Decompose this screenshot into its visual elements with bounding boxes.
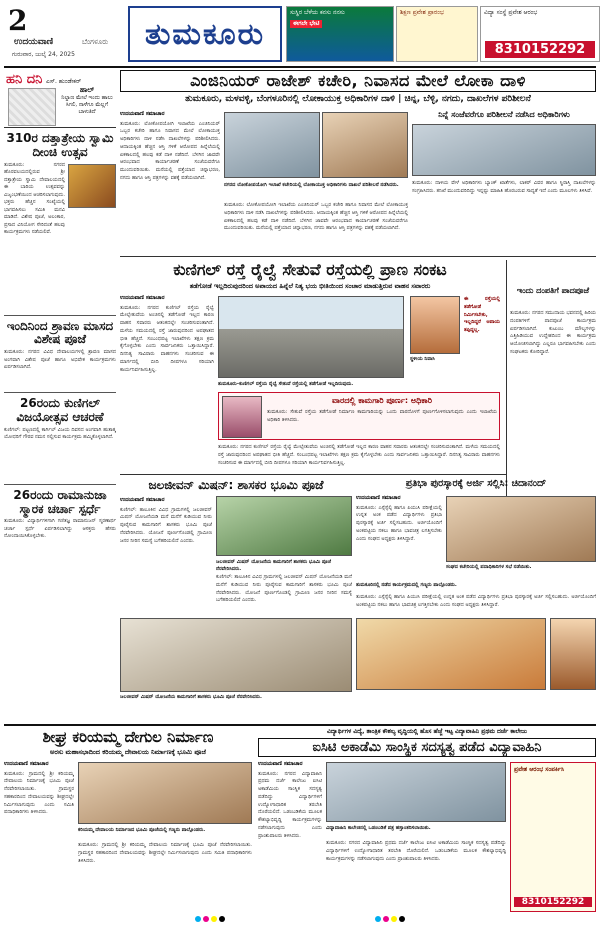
right-headline: ಇಂದು ದಂಪತಿಗೆ ಪಾದಪೂಜೆ — [516, 286, 590, 295]
lead-photo-2 — [322, 112, 408, 178]
bottom-left-caption: ಕರಿಯಮ್ಮ ದೇವಾಲಯ ನಿರ್ಮಾಣದ ಭೂಮಿ ಪೂಜೆಯಲ್ಲಿ ಗಣ್ಯರು ಪಾಲ್ಗೊಂಡರು. — [78, 827, 206, 833]
side-headline: ನಿನ್ನೆ ಸಂಜೆವರೆಗೂ ಪರಿಶೀಲನೆ ನಡೆಸಿದ ಅಧಿಕಾರಿಗಳು — [438, 110, 570, 119]
story-head: 26ರಂದು ಕುಣಿಗಲ್ ವಿಜಯೋತ್ಸವ ಆಚರಣೆ — [16, 396, 104, 424]
left-column — [4, 70, 116, 722]
side-portrait — [550, 618, 596, 690]
bridge-road-photo — [218, 296, 404, 378]
award-text: ಉದಯವಾಣಿ ಸಮಾಚಾರ ತುಮಕೂರು: ಎಸ್ಸೆಸ್ಸೆಲ್ಸಿ ಹಾಗೂ ಪಿಯುಸಿ ಪರೀಕ್ಷೆಯಲ್ಲಿ ಉನ್ನತ ಅಂಕ ಪಡೆದ ವಿದ್ಯಾರ್ಥಿಗಳು ಪ್ರತಿಭಾ ಪುರಸ್ಕಾರಕ್ಕೆ ಅರ್ಜಿ ಸಲ್ಲಿಸಬಹುದು. ಅರ್ಜಿಯೊಂದಿಗೆ ಅಂಕಪಟ್ಟಿಯ ನಕಲು ಹಾಗೂ ಭಾವಚಿತ್ರ ಲಗತ್ತಿಸಬೇಕು ಎಂದು ಸಂಘದ ಅಧ್ಯಕ್ಷರು ತಿಳಿಸಿದ್ದಾರೆ. — [356, 495, 442, 542]
award-photo — [446, 496, 596, 562]
kunigal-headline: ಕುಣಿಗಲ್ ರಸ್ತೆ ರೈಲ್ವೆ ಸೇತುವೆ ರಸ್ತೆಯಲ್ಲಿ ಪ್ರಾಣ ಸಂಕಟ — [173, 260, 447, 279]
portrait-photo — [410, 296, 460, 354]
divider — [4, 484, 116, 485]
main-area — [120, 70, 596, 720]
bottom-left-headline: ಶೀಘ್ರ ಕರಿಯಮ್ಮ ದೇಗುಲ ನಿರ್ಮಾಣ — [42, 728, 214, 746]
lead-headline: ಎಂಜಿನಿಯರ್ ರಾಜೇಶ್ ಕಚೇರಿ, ನಿವಾಸದ ಮೇಲೆ ಲೋಕಾ ದಾಳಿ — [120, 70, 596, 92]
honey-byline: ಎಸ್. ಹುಂಡೇಕರ್ — [46, 78, 82, 85]
kunigal-boxed-story — [218, 392, 500, 440]
group-photo — [356, 618, 546, 690]
story-head: 26ರಂದು ರಾಮಾನುಜಾ ಸ್ಮಾರಕ ಚರ್ಚಾ ಸ್ಪರ್ಧೆ — [13, 487, 107, 516]
jal-photo — [216, 496, 352, 556]
honey-dani-box — [4, 70, 116, 128]
bottom-right-story — [258, 728, 596, 914]
award-headline: ಪ್ರತಿಭಾ ಪುರಸ್ಕಾರಕ್ಕೆ ಅರ್ಜಿ ಸಲ್ಲಿಸಿ: ಚಿದಾನಂದ್ — [405, 478, 547, 489]
jal-headline: ಜಲಜೀವನ್ ಮಿಷನ್: ಶಾಸಕರ ಭೂಮಿ ಪೂಜೆ — [148, 478, 324, 492]
ad-banner-2: ಶಿಕ್ಷಣ ಪ್ರವೇಶ ಪ್ರಾರಂಭ — [396, 6, 478, 62]
kunigal-quote: ಈ ರಸ್ತೆಯಲ್ಲಿ ತಡೆಗೋಡೆ ನಿರ್ಮಿಸಬೇಕು, ಇಲ್ಲದಿದ್ದರೆ ಅಪಾಯ ತಪ್ಪಿದ್ದಲ್ಲ. — [464, 296, 500, 333]
officer-photo — [222, 396, 262, 438]
bottom-left-text-2: ತುಮಕೂರು: ಗ್ರಾಮದಲ್ಲಿ ಶ್ರೀ ಕರಿಯಮ್ಮ ದೇವಾಲಯ ನಿರ್ಮಾಣಕ್ಕೆ ಭೂಮಿ ಪೂಜೆ ನೆರವೇರಿಸಲಾಯಿತು. ಗ್ರಾಮಸ್ಥರ ಸಹಕಾರದಿಂದ ದೇವಾಲಯವನ್ನು ಶೀಘ್ರದಲ್ಲೇ ನಿರ್ಮಿಸಲಾಗುವುದು ಎಂದು ಸಮಿತಿ ಪದಾಧಿಕಾರಿಗಳು ತಿಳಿಸಿದರು. — [78, 842, 252, 864]
divider — [4, 392, 116, 393]
paper-name: ಉದಯವಾಣಿ — [14, 37, 54, 47]
masthead — [4, 4, 596, 66]
box-text: ತುಮಕೂರು: ಸೇತುವೆ ರಸ್ತೆಯ ತಡೆಗೋಡೆ ನಿರ್ಮಾಣ ಕಾಮಗಾರಿಯನ್ನು ಒಂದು ವಾರದೊಳಗೆ ಪೂರ್ಣಗೊಳಿಸಲಾಗುವುದು ಎಂದು ಇಲಾಖೆಯ ಅಧಿಕಾರಿ ತಿಳಿಸಿದರು. — [267, 409, 497, 423]
lead-text: ಉದಯವಾಣಿ ಸಮಾಚಾರ ತುಮಕೂರು: ಲೋಕೋಪಯೋಗಿ ಇಲಾಖೆಯ ಎಂಜಿನಿಯರ್ ಒಬ್ಬರ ಕಚೇರಿ ಹಾಗೂ ನಿವಾಸದ ಮೇಲೆ ಲೋಕಾಯುಕ್ತ ಅಧಿಕಾರಿಗಳು ದಾಳಿ ನಡೆಸಿ ದಾಖಲೆಗಳನ್ನು ಪರಿಶೀಲಿಸಿದರು. ಆದಾಯಕ್ಕಿಂತ ಹೆಚ್ಚಿನ ಆಸ್ತಿ ಗಳಿಕೆ ಆರೋಪದ ಹಿನ್ನೆಲೆಯಲ್ಲಿ ಏಕಕಾಲದಲ್ಲಿ ಹಲವು ಕಡೆ ದಾಳಿ ನಡೆದಿದೆ. ಬೆಳಗಿನ ಜಾವವೇ ಆರಂಭವಾದ ಕಾರ್ಯಾಚರಣೆ ಸಂಜೆಯವರೆಗೂ ಮುಂದುವರಿಯಿತು. ಮನೆಯಲ್ಲಿ ಪತ್ತೆಯಾದ ಚಿನ್ನಾಭರಣ, ನಗದು ಹಾಗೂ ಆಸ್ತಿ ಪತ್ರಗಳನ್ನು ವಶಕ್ಕೆ ಪಡೆಯಲಾಗಿದೆ. — [120, 111, 220, 181]
ad-banner-1: ಸುಸ್ಥಿರ ಬೆಳೆಯ ಕನಸು ನನಸು ಈಗಲೇ ಭೇಟಿ — [286, 6, 394, 62]
bottom-right-headline: ಐಸಿಟಿ ಅಕಾಡೆಮಿ ಸಾಂಸ್ಥಿಕ ಸದಸ್ಯತ್ವ ಪಡೆದ ವಿದ್ಯಾವಾಹಿನಿ — [258, 738, 596, 757]
kunigal-photo-caption: ತುಮಕೂರು–ಕುಣಿಗಲ್ ರಸ್ತೆಯ ರೈಲ್ವೆ ಸೇತುವೆ ರಸ್ತೆಯಲ್ಲಿ ತಡೆಗೋಡೆ ಇಲ್ಲದಿರುವುದು. — [218, 381, 354, 387]
bottom-right-text: ಉದಯವಾಣಿ ಸಮಾಚಾರ ತುಮಕೂರು: ನಗರದ ವಿದ್ಯಾವಾಹಿನಿ ಪ್ರಥಮ ದರ್ಜೆ ಕಾಲೇಜು ಐಸಿಟಿ ಅಕಾಡೆಮಿಯ ಸಾಂಸ್ಥಿಕ ಸದಸ್ಯತ್ವ ಪಡೆದಿದ್ದು ವಿದ್ಯಾರ್ಥಿಗಳಿಗೆ ಉದ್ಯೋಗಾಧಾರಿತ ತರಬೇತಿ ದೊರೆಯಲಿದೆ. ಒಡಂಬಡಿಕೆಯ ಮೂಲಕ ಕೌಶಲ್ಯಾಭಿವೃದ್ಧಿ ಕಾರ್ಯಕ್ರಮಗಳನ್ನು ನಡೆಸಲಾಗುವುದು ಎಂದು ಪ್ರಾಂಶುಪಾಲರು ತಿಳಿಸಿದರು. — [258, 761, 322, 839]
paper-city: ಬೆಂಗಳೂರು — [82, 38, 109, 46]
cartoon-image — [8, 88, 56, 126]
ad-banner-3: ವಿದ್ಯಾ ಸಂಸ್ಥೆ ಪ್ರವೇಶ ಆರಂಭ 8310152292 — [480, 6, 600, 62]
lead-subhead: ತುಮಕೂರು, ಮಳವಳ್ಳಿ, ಬೆಂಗಳೂರಿನಲ್ಲಿ ಲೋಕಾಯುಕ್ತ ಅಧಿಕಾರಿಗಳ ದಾಳಿ | ಚಿನ್ನ, ಬೆಳ್ಳಿ, ನಗದು, ದಾಖಲೆಗಳ ಪರಿಶೀಲನೆ — [185, 94, 531, 104]
college-ad: ಪ್ರವೇಶ ಆರಂಭ ಸಂಪರ್ಕಿಸಿ 8310152292 — [510, 762, 596, 912]
box-headline: ವಾರದಲ್ಲಿ ಕಾಮಗಾರಿ ಪೂರ್ಣ: ಅಧಿಕಾರಿ — [332, 396, 432, 405]
divider — [4, 315, 116, 316]
bottom-right-kicker: ವಿದ್ಯಾರ್ಥಿಗಳ ವಿದ್ಯೆ, ತಾಂತ್ರಿಕ ಕೌಶಲ್ಯ ವೃದ್ಧಿಯಲ್ಲಿ ಹೊಸ ಹೆಜ್ಜೆ ಇಟ್ಟ ವಿದ್ಯಾವಾಹಿನಿ ಪ್ರಥಮ ದರ್ಜೆ ಕಾಲೇಜು — [327, 728, 527, 735]
kunigal-text: ಉದಯವಾಣಿ ಸಮಾಚಾರ ತುಮಕೂರು: ನಗರದ ಕುಣಿಗಲ್ ರಸ್ತೆಯ ರೈಲ್ವೆ ಮೇಲ್ಸೇತುವೆಯ ಅಂಚಿನಲ್ಲಿ ತಡೆಗೋಡೆ ಇಲ್ಲದ ಕಾರಣ ವಾಹನ ಸವಾರರು ಆತಂಕದಲ್ಲೇ ಸಂಚರಿಸುವಂತಾಗಿದೆ. ಮಳೆಯ ಸಮಯದಲ್ಲಿ ರಸ್ತೆ ಜಾರುವುದರಿಂದ ಅಪಘಾತದ ಭೀತಿ ಹೆಚ್ಚಿದೆ. ಸಂಬಂಧಪಟ್ಟ ಇಲಾಖೆಗಳು ತಕ್ಷಣ ಕ್ರಮ ಕೈಗೊಳ್ಳಬೇಕು ಎಂದು ಸಾರ್ವಜನಿಕರು ಒತ್ತಾಯಿಸಿದ್ದಾರೆ. ದಿನನಿತ್ಯ ಸಾವಿರಾರು ವಾಹನಗಳು ಸಂಚರಿಸುವ ಈ ಮಾರ್ಗದಲ್ಲಿ ಬೀದಿ ದೀಪಗಳೂ ಸರಿಯಾಗಿ ಕಾರ್ಯನಿರ್ವಹಿಸುತ್ತಿಲ್ಲ. — [120, 295, 214, 373]
kunigal-subhead: ತಡೆಗೋಡೆ ಇಲ್ಲದಿರುವುದರಿಂದ ಅಪಾಯದ ಹಿನ್ನೆಲೆ ನಿತ್ಯ ಭಯ ಭೀತಿಯಿಂದ ಸಂಚಾರ ಮಾಡುತ್ತಿರುವ ವಾಹನ ಸವಾರರು — [189, 282, 431, 290]
lead-photo-1 — [224, 112, 320, 178]
masthead-rule — [4, 66, 596, 68]
edition-title: ತುಮಕೂರು — [128, 6, 282, 62]
story-text: ಕುಣಿಗಲ್: ಪಟ್ಟಣದಲ್ಲಿ ಕಾರ್ಗಿಲ್ ವಿಜಯ ದಿವಸದ ಅಂಗವಾಗಿ ಹುತಾತ್ಮ ಯೋಧರಿಗೆ ಗೌರವ ನಮನ ಸಲ್ಲಿಸುವ ಕಾರ್ಯಕ್ರಮ ಹಮ್ಮಿಕೊಳ್ಳಲಾಗಿದೆ. — [4, 426, 116, 441]
award-text-2: ತುಮಕೂರು: ಎಸ್ಸೆಸ್ಸೆಲ್ಸಿ ಹಾಗೂ ಪಿಯುಸಿ ಪರೀಕ್ಷೆಯಲ್ಲಿ ಉನ್ನತ ಅಂಕ ಪಡೆದ ವಿದ್ಯಾರ್ಥಿಗಳು ಪ್ರತಿಭಾ ಪುರಸ್ಕಾರಕ್ಕೆ ಅರ್ಜಿ ಸಲ್ಲಿಸಬಹುದು. ಅರ್ಜಿಯೊಂದಿಗೆ ಅಂಕಪಟ್ಟಿಯ ನಕಲು ಹಾಗೂ ಭಾವಚಿತ್ರ ಲಗತ್ತಿಸಬೇಕು ಎಂದು ಸಂಘದ ಅಧ್ಯಕ್ಷರು ತಿಳಿಸಿದ್ದಾರೆ. — [356, 594, 596, 608]
story-text: ತುಮಕೂರು: ನಗರದ ಹೊರವಲಯದಲ್ಲಿರುವ ಶ್ರೀ ದತ್ತಾತ್ರೇಯ ಸ್ವಾಮಿ ದೇವಾಲಯದಲ್ಲಿ ಈ ಬಾರಿಯ ಉತ್ಸವವನ್ನು ವಿಜೃಂಭಣೆಯಿಂದ ಆಚರಿಸಲಾಗುವುದು. ಭಕ್ತರು ಹೆಚ್ಚಿನ ಸಂಖ್ಯೆಯಲ್ಲಿ ಭಾಗವಹಿಸಲು ಸಮಿತಿ ಮನವಿ ಮಾಡಿದೆ. ವಿಶೇಷ ಪೂಜೆ, ಅಲಂಕಾರ, ಪ್ರಸಾದ ವಿನಿಯೋಗ ಸೇರಿದಂತೆ ಹಲವು ಕಾರ್ಯಕ್ರಮಗಳು ನಡೆಯಲಿವೆ. — [4, 161, 65, 236]
ad-phone-number: 8310152292 — [485, 41, 595, 58]
story-head: ಇಂದಿನಿಂದ ಶ್ರಾವಣ ಮಾಸದ ವಿಶೇಷ ಪೂಜೆ — [6, 318, 114, 347]
college-photo — [326, 762, 506, 822]
bottom-right-text-2: ತುಮಕೂರು: ನಗರದ ವಿದ್ಯಾವಾಹಿನಿ ಪ್ರಥಮ ದರ್ಜೆ ಕಾಲೇಜು ಐಸಿಟಿ ಅಕಾಡೆಮಿಯ ಸಾಂಸ್ಥಿಕ ಸದಸ್ಯತ್ವ ಪಡೆದಿದ್ದು ವಿದ್ಯಾರ್ಥಿಗಳಿಗೆ ಉದ್ಯೋಗಾಧಾರಿತ ತರಬೇತಿ ದೊರೆಯಲಿದೆ. ಒಡಂಬಡಿಕೆಯ ಮೂಲಕ ಕೌಶಲ್ಯಾಭಿವೃದ್ಧಿ ಕಾರ್ಯಕ್ರಮಗಳನ್ನು ನಡೆಸಲಾಗುವುದು ಎಂದು ಪ್ರಾಂಶುಪಾಲರು ತಿಳಿಸಿದರು. — [326, 840, 506, 862]
bottom-left-story — [4, 728, 252, 914]
jal-group-photo — [120, 618, 352, 692]
temple-bhoomi-photo — [78, 762, 252, 824]
section-rule — [4, 724, 596, 726]
story-text: ತುಮಕೂರು: ವಿದ್ಯಾರ್ಥಿಗಳಿಗಾಗಿ ಗಣಿತಜ್ಞ ರಾಮಾನುಜನ್ ಸ್ಮರಣಾರ್ಥ ಚರ್ಚಾ ಸ್ಪರ್ಧೆ ಏರ್ಪಡಿಸಲಾಗಿದ್ದು ಆಸಕ್ತರು ಹೆಸರು ನೋಂದಾಯಿಸಿಕೊಳ್ಳಬೇಕು. — [4, 518, 116, 540]
kunigal-text-2: ತುಮಕೂರು: ನಗರದ ಕುಣಿಗಲ್ ರಸ್ತೆಯ ರೈಲ್ವೆ ಮೇಲ್ಸೇತುವೆಯ ಅಂಚಿನಲ್ಲಿ ತಡೆಗೋಡೆ ಇಲ್ಲದ ಕಾರಣ ವಾಹನ ಸವಾರರು ಆತಂಕದಲ್ಲೇ ಸಂಚರಿಸುವಂತಾಗಿದೆ. ಮಳೆಯ ಸಮಯದಲ್ಲಿ ರಸ್ತೆ ಜಾರುವುದರಿಂದ ಅಪಘಾತದ ಭೀತಿ ಹೆಚ್ಚಿದೆ. ಸಂಬಂಧಪಟ್ಟ ಇಲಾಖೆಗಳು ತಕ್ಷಣ ಕ್ರಮ ಕೈಗೊಳ್ಳಬೇಕು ಎಂದು ಸಾರ್ವಜನಿಕರು ಒತ್ತಾಯಿಸಿದ್ದಾರೆ. ದಿನನಿತ್ಯ ಸಾವಿರಾರು ವಾಹನಗಳು ಸಂಚರಿಸುವ ಈ ಮಾರ್ಗದಲ್ಲಿ ಬೀದಿ ದೀಪಗಳೂ ಸರಿಯಾಗಿ ಕಾರ್ಯನಿರ್ವಹಿಸುತ್ತಿಲ್ಲ. — [218, 444, 500, 466]
story-text: ತುಮಕೂರು: ನಗರದ ವಿವಿಧ ದೇವಾಲಯಗಳಲ್ಲಿ ಶ್ರಾವಣ ಮಾಸದ ಅಂಗವಾಗಿ ವಿಶೇಷ ಪೂಜೆ ಹಾಗೂ ಅಭಿಷೇಕ ಕಾರ್ಯಕ್ರಮಗಳು ಏರ್ಪಡಿಸಲಾಗಿದೆ. — [4, 349, 116, 371]
jal-photo-caption: ಜಲಜೀವನ್ ಮಿಷನ್ ಯೋಜನೆಯ ಕಾಮಗಾರಿಗೆ ಶಾಸಕರು ಭೂಮಿ ಪೂಜೆ ನೆರವೇರಿಸಿದರು. — [216, 559, 331, 572]
bottom-right-caption: ವಿದ್ಯಾವಾಹಿನಿ ಕಾಲೇಜಿನಲ್ಲಿ ಒಡಂಬಡಿಕೆ ಪತ್ರ ಹಸ್ತಾಂತರಿಸಲಾಯಿತು. — [326, 825, 431, 831]
award-photo-caption: ಸಂಘದ ಕಚೇರಿಯಲ್ಲಿ ಪದಾಧಿಕಾರಿಗಳ ಸಭೆ ನಡೆಯಿತು. — [446, 564, 532, 570]
divider — [120, 474, 506, 475]
group-caption: ತುಮಕೂರಿನಲ್ಲಿ ನಡೆದ ಕಾರ್ಯಕ್ರಮದಲ್ಲಿ ಗಣ್ಯರು ಪಾಲ್ಗೊಂಡರು. — [356, 582, 457, 588]
divider — [120, 256, 596, 257]
lead-photo-caption: ನಗರದ ಲೋಕೋಪಯೋಗಿ ಇಲಾಖೆ ಕಚೇರಿಯಲ್ಲಿ ಲೋಕಾಯುಕ್ತ ಅಧಿಕಾರಿಗಳು ದಾಖಲೆ ಪರಿಶೀಲನೆ ನಡೆಸಿದರು. — [224, 182, 399, 188]
print-registration-marks — [4, 916, 596, 924]
jal-text-2: ಕುಣಿಗಲ್: ತಾಲೂಕಿನ ವಿವಿಧ ಗ್ರಾಮಗಳಲ್ಲಿ ಜಲಜೀವನ್ ಮಿಷನ್ ಯೋಜನೆಯಡಿ ಮನೆ ಮನೆಗೆ ಕುಡಿಯುವ ನೀರು ಪೂರೈಸುವ ಕಾಮಗಾರಿಗೆ ಶಾಸಕರು ಭೂಮಿ ಪೂಜೆ ನೆರವೇರಿಸಿದರು. ಯೋಜನೆ ಪೂರ್ಣಗೊಂಡಲ್ಲಿ ಗ್ರಾಮೀಣ ಜನರ ನೀರಿನ ಸಮಸ್ಯೆ ಬಗೆಹರಿಯಲಿದೆ ಎಂದರು. — [216, 574, 352, 604]
story-head: 310ರ ದತ್ತಾತ್ರೇಯ ಸ್ವಾಮಿ ದೀಂಚಿ ಉತ್ಸವ — [6, 131, 114, 159]
ad-tag: ಈಗಲೇ ಭೇಟಿ — [290, 20, 322, 28]
quote-attribution: ಸ್ಥಳೀಯ ನಿವಾಸಿ — [410, 356, 435, 362]
side-photo — [412, 124, 596, 176]
date-line: ಗುರುವಾರ, ಜುಲೈ 24, 2025 — [12, 51, 75, 58]
temple-photo — [68, 164, 116, 208]
jal-text: ಉದಯವಾಣಿ ಸಮಾಚಾರ ಕುಣಿಗಲ್: ತಾಲೂಕಿನ ವಿವಿಧ ಗ್ರಾಮಗಳಲ್ಲಿ ಜಲಜೀವನ್ ಮಿಷನ್ ಯೋಜನೆಯಡಿ ಮನೆ ಮನೆಗೆ ಕುಡಿಯುವ ನೀರು ಪೂರೈಸುವ ಕಾಮಗಾರಿಗೆ ಶಾಸಕರು ಭೂಮಿ ಪೂಜೆ ನೆರವೇರಿಸಿದರು. ಯೋಜನೆ ಪೂರ್ಣಗೊಂಡಲ್ಲಿ ಗ್ರಾಮೀಣ ಜನರ ನೀರಿನ ಸಮಸ್ಯೆ ಬಗೆಹರಿಯಲಿದೆ ಎಂದರು. — [120, 497, 212, 544]
lead-text-2: ತುಮಕೂರು: ಲೋಕೋಪಯೋಗಿ ಇಲಾಖೆಯ ಎಂಜಿನಿಯರ್ ಒಬ್ಬರ ಕಚೇರಿ ಹಾಗೂ ನಿವಾಸದ ಮೇಲೆ ಲೋಕಾಯುಕ್ತ ಅಧಿಕಾರಿಗಳು ದಾಳಿ ನಡೆಸಿ ದಾಖಲೆಗಳನ್ನು ಪರಿಶೀಲಿಸಿದರು. ಆದಾಯಕ್ಕಿಂತ ಹೆಚ್ಚಿನ ಆಸ್ತಿ ಗಳಿಕೆ ಆರೋಪದ ಹಿನ್ನೆಲೆಯಲ್ಲಿ ಏಕಕಾಲದಲ್ಲಿ ಹಲವು ಕಡೆ ದಾಳಿ ನಡೆದಿದೆ. ಬೆಳಗಿನ ಜಾವವೇ ಆರಂಭವಾದ ಕಾರ್ಯಾಚರಣೆ ಸಂಜೆಯವರೆಗೂ ಮುಂದುವರಿಯಿತು. ಮನೆಯಲ್ಲಿ ಪತ್ತೆಯಾದ ಚಿನ್ನಾಭರಣ, ನಗದು ಹಾಗೂ ಆಸ್ತಿ ಪತ್ರಗಳನ್ನು ವಶಕ್ಕೆ ಪಡೆಯಲಾಗಿದೆ. — [224, 202, 408, 232]
bottom-left-subhead: ಅರಸು ಮಹಾಸಭಾದಿಂದ ಕರಿಯಮ್ಮ ದೇವಾಲಯ ನಿರ್ಮಾಣಕ್ಕೆ ಭೂಮಿ ಪೂಜೆ — [50, 748, 206, 756]
page-number: 2 — [8, 4, 28, 37]
side-text: ತುಮಕೂರು: ದಾಳಿಯ ವೇಳೆ ಅಧಿಕಾರಿಗಳು ಬ್ಯಾಂಕ್ ಖಾತೆಗಳು, ಲಾಕರ್ ವಿವರ ಹಾಗೂ ಸ್ಥಿರಾಸ್ತಿ ದಾಖಲೆಗಳನ್ನು ಸಂಗ್ರಹಿಸಿದರು. ತನಿಖೆ ಮುಂದುವರಿದಿದ್ದು ಇನ್ನಷ್ಟು ಮಾಹಿತಿ ಹೊರಬರುವ ಸಾಧ್ಯತೆ ಇದೆ ಎಂದು ಮೂಲಗಳು ತಿಳಿಸಿವೆ. — [412, 180, 596, 194]
college-ad-phone: 8310152292 — [514, 897, 592, 907]
honey-verse: ಹಾಲ್ ನಿಲ್ದಾಣ ಮೇಲೆ ಇಂದು ಹಾಲು ಸಿಗಲಿ, ನಾಳೆಗೂ ಮೆಲ್ಲಗೆ ಬಾಳುತಿದೆ — [61, 86, 113, 116]
jal-group-caption: ಜಲಜೀವನ್ ಮಿಷನ್ ಯೋಜನೆಯ ಕಾಮಗಾರಿಗೆ ಶಾಸಕರು ಭೂಮಿ ಪೂಜೆ ನೆರವೇರಿಸಿದರು. — [120, 694, 262, 700]
honey-title: ಹನಿ ದನಿ — [6, 72, 43, 87]
bottom-left-text: ಉದಯವಾಣಿ ಸಮಾಚಾರ ತುಮಕೂರು: ಗ್ರಾಮದಲ್ಲಿ ಶ್ರೀ ಕರಿಯಮ್ಮ ದೇವಾಲಯ ನಿರ್ಮಾಣಕ್ಕೆ ಭೂಮಿ ಪೂಜೆ ನೆರವೇರಿಸಲಾಯಿತು. ಗ್ರಾಮಸ್ಥರ ಸಹಕಾರದಿಂದ ದೇವಾಲಯವನ್ನು ಶೀಘ್ರದಲ್ಲೇ ನಿರ್ಮಿಸಲಾಗುವುದು ಎಂದು ಸಮಿತಿ ಪದಾಧಿಕಾರಿಗಳು ತಿಳಿಸಿದರು. — [4, 761, 74, 816]
right-text: ತುಮಕೂರು: ನಗರದ ಸಮುದಾಯ ಭವನದಲ್ಲಿ ಹಿರಿಯ ದಂಪತಿಗಳಿಗೆ ಪಾದಪೂಜೆ ಕಾರ್ಯಕ್ರಮ ಏರ್ಪಡಿಸಲಾಗಿದೆ. ಕುಟುಂಬ ಮೌಲ್ಯಗಳನ್ನು ಎತ್ತಿಹಿಡಿಯುವ ಉದ್ದೇಶದಿಂದ ಈ ಕಾರ್ಯಕ್ರಮ ಆಯೋಜಿಸಲಾಗಿದ್ದು ಎಲ್ಲರೂ ಭಾಗವಹಿಸಬೇಕು ಎಂದು ಸಂಘಟಕರು ಕೋರಿದ್ದಾರೆ. — [510, 310, 596, 355]
